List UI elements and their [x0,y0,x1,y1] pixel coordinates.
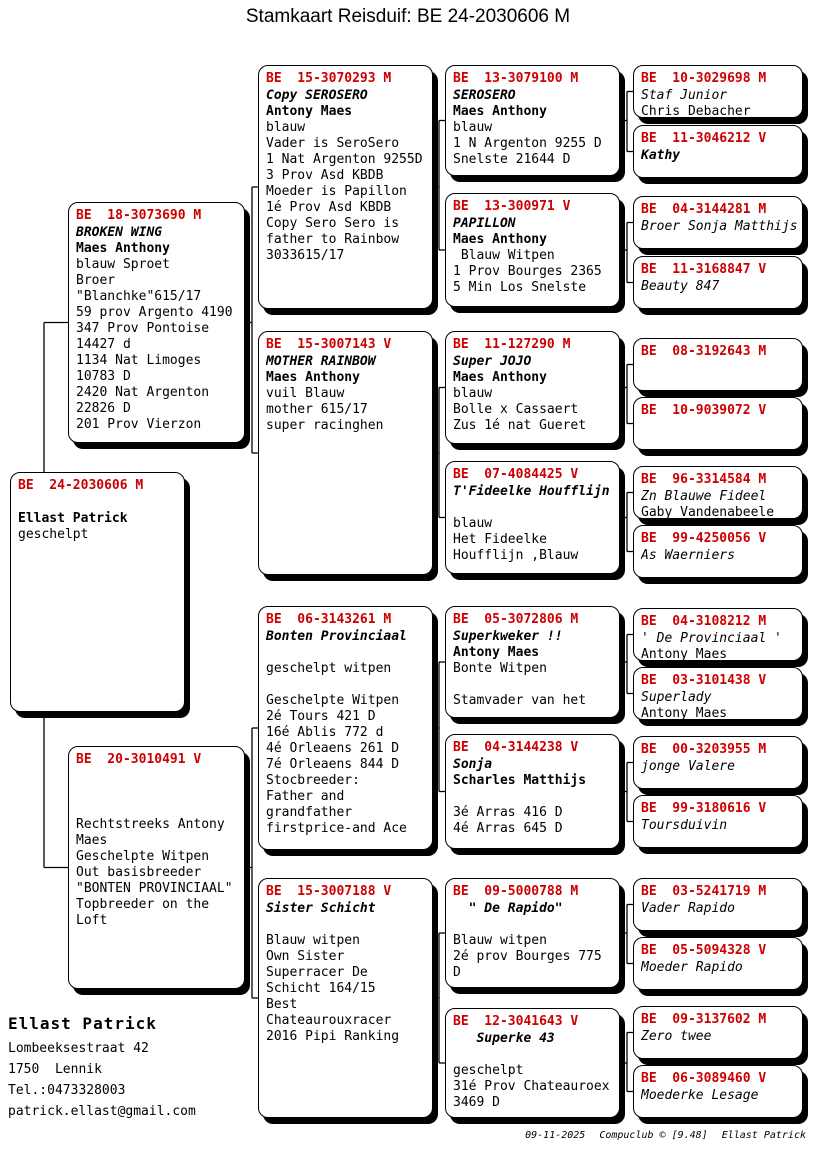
pedigree-box-mother [68,746,245,989]
pedigree-box-gg7 [445,878,620,988]
pedigree-box-gg2 [445,193,620,307]
box-text-line: geschelpt [453,1063,524,1078]
box-text-line: Zus 1é nat Gueret [453,418,587,433]
ring-number: BE 05-5094328 V [641,943,767,958]
box-text-line: blauw Sproet [76,257,170,272]
pedigree-box-g09 [633,608,803,661]
pedigree-box-gg5 [445,606,620,718]
pedigree-box-gp4 [258,878,433,1118]
box-text-line: Blauw witpen [266,933,360,948]
box-text-line: 4é Orleaens 261 D [266,741,400,756]
pedigree-box-gg8 [445,1008,620,1118]
footer-date: 09-11-2025 [525,1130,586,1141]
box-text-line: blauw [453,516,493,531]
owner-phone: Tel.:0473328003 [8,1083,126,1098]
ring-number: BE 09-5000788 M [453,884,579,899]
box-text-line: 3é Arras 416 D [453,805,563,820]
pedigree-box-g05 [633,338,803,391]
box-text-line: Best [266,997,298,1012]
ring-number: BE 99-4250056 V [641,531,767,546]
box-text-line: 201 Prov Vierzon [76,417,202,432]
box-text-line: 3469 D [453,1095,500,1110]
box-text-line [76,769,242,785]
box-text-line: 4é Arras 645 D [453,821,563,836]
box-text-line: Bolle x Cassaert [453,402,579,417]
box-text-line: Maes Anthony [453,104,547,119]
pedigree-box-g06 [633,397,803,450]
box-text-line: father to Rainbow [266,232,400,247]
pedigree-box-g15 [633,1006,803,1059]
box-text-line: 3033615/17 [266,248,345,263]
ring-number: BE 04-3144281 M [641,202,767,217]
box-text-line: Maes Anthony [453,370,547,385]
box-text-line [76,785,242,801]
owner-email: patrick.ellast@gmail.com [8,1104,196,1119]
box-text-line: Superkweker !! [453,629,563,644]
box-text-line: Moeder is Papillon [266,184,407,199]
box-text-line [266,645,430,661]
owner-info [8,1014,196,1122]
box-text-line: Antony Maes [453,645,540,660]
box-text-line: 31é Prov Chateauroex [453,1079,610,1094]
ring-number: BE 04-3108212 M [641,614,767,629]
box-text-line: BROKEN WING [76,225,163,240]
ring-number: BE 05-3072806 M [453,612,579,627]
box-text-line [453,917,617,933]
ring-number: BE 99-3180616 V [641,801,767,816]
box-text-line: 10783 D [76,369,131,384]
pedigree-box-g01 [633,65,803,118]
pedigree-box-gg1 [445,65,620,176]
pedigree-box-g16 [633,1065,803,1118]
box-text-line: super racinghen [266,418,384,433]
page-title: Stamkaart Reisduif: BE 24-2030606 M [245,6,571,27]
footer-software: Compuclub © [9.48] [599,1130,708,1141]
box-text-line: Antony Maes [266,104,353,119]
box-text-line: geschelpt [18,527,89,542]
box-text-line: Vader is SeroSero [266,136,400,151]
box-text-line: Beauty 847 [641,279,720,294]
box-text-line: Gaby Vandenabeele [641,505,775,520]
box-text-line: 1 N Argenton 9255 D [453,136,602,151]
pedigree-box-gg6 [445,734,620,849]
box-text-line: firstprice-and Ace [266,821,407,836]
box-text-line: Stocbreeder: [266,773,360,788]
pedigree-box-g07 [633,466,803,519]
pedigree-box-g13 [633,878,803,931]
ring-number: BE 13-300971 V [453,199,571,214]
box-text-line: Scharles Matthijs [453,773,587,788]
box-text-line: "Blanchke"615/17 [76,289,202,304]
box-text-line: Maes Anthony [76,241,170,256]
box-text-line: Maes [76,833,108,848]
box-text-line: Snelste 21644 D [453,152,571,167]
box-text-line: Sister Schicht [266,901,376,916]
pedigree-box-gg3 [445,331,620,444]
box-text-line: " De Rapido" [453,901,563,916]
owner-address-city: 1750 Lennik [8,1062,102,1077]
box-text-line: 22826 D [76,401,131,416]
box-text-line: blauw [453,386,493,401]
pedigree-box-g10 [633,667,803,720]
box-text-line: Chateaurouxracer [266,1013,392,1028]
box-text-line: Maes Anthony [266,370,360,385]
box-text-line: vuil Blauw [266,386,345,401]
box-text-line: 1 Prov Bourges 2365 [453,264,602,279]
box-text-line: 7é Orleaens 844 D [266,757,400,772]
box-text-line: Copy SEROSERO [266,88,368,103]
box-text-line: mother 615/17 [266,402,368,417]
box-text-line [76,801,242,817]
box-text-line: Chris Debacher [641,104,751,119]
box-text-line: Superke 43 [453,1031,555,1046]
pedigree-box-g12 [633,795,803,848]
box-text-line: Bonten Provinciaal [266,629,407,644]
print-footer [511,1130,806,1141]
owner-address-street: Lombeeksestraat 42 [8,1041,149,1056]
box-text-line: 2016 Pipi Ranking [266,1029,400,1044]
box-text-line: Stamvader van het [453,693,587,708]
box-text-line [453,677,617,693]
box-text-line: 347 Prov Pontoise [76,321,210,336]
box-text-line: 1 Nat Argenton 9255D [266,152,423,167]
box-text-line: Super JOJO [453,354,532,369]
box-text-line: Staf Junior [641,88,728,103]
ring-number: BE 20-3010491 V [76,752,202,767]
ring-number: BE 10-9039072 V [641,403,767,418]
owner-name: Ellast Patrick [8,1014,157,1033]
box-text-line: Zn Blauwe Fideel [641,489,767,504]
box-text-line: Rechtstreeks Antony [76,817,225,832]
box-text-line [453,500,617,516]
pedigree-box-g14 [633,937,803,990]
pedigree-box-g03 [633,196,803,249]
ring-number: BE 06-3143261 M [266,612,392,627]
box-text-line: blauw [266,120,306,135]
box-text-line [266,677,430,693]
box-text-line: ' De Provinciaal ' [641,631,782,646]
box-text-line: Bonte Witpen [453,661,547,676]
box-text-line: "BONTEN PROVINCIAAL" [76,881,233,896]
ring-number: BE 07-4084425 V [453,467,579,482]
box-text-line: 3 Prov Asd KBDB [266,168,384,183]
box-text-line [266,917,430,933]
box-text-line: 1134 Nat Limoges [76,353,202,368]
box-text-line [453,1047,617,1063]
box-text-line: Moeder Rapido [641,960,743,975]
ring-number: BE 15-3070293 M [266,71,392,86]
box-text-line: D [453,965,461,980]
box-text-line: Ellast Patrick [18,511,128,526]
box-text-line: Toursduivin [641,818,728,833]
ring-number: BE 00-3203955 M [641,742,767,757]
box-text-line: 2é prov Bourges 775 [453,949,602,964]
box-text-line: Houfflijn ,Blauw [453,548,579,563]
box-text-line: Broer Sonja Matthijs [641,219,798,234]
box-text-line: Copy Sero Sero is [266,216,400,231]
box-text-line: 2é Tours 421 D [266,709,376,724]
ring-number: BE 96-3314584 M [641,472,767,487]
ring-number: BE 11-3046212 V [641,131,767,146]
box-text-line: Moederke Lesage [641,1088,759,1103]
box-text-line: Geschelpte Witpen [76,849,210,864]
pedigree-box-gg4 [445,461,620,574]
box-text-line: Het Fideelke [453,532,547,547]
box-text-line: Maes Anthony [453,232,547,247]
ring-number: BE 15-3007188 V [266,884,392,899]
box-text-line: Blauw witpen [453,933,547,948]
pedigree-box-subject [10,472,185,712]
box-text-line: Superracer De [266,965,368,980]
box-text-line: 1é Prov Asd KBDB [266,200,392,215]
box-text-line: Own Sister [266,949,345,964]
pedigree-box-g11 [633,736,803,789]
box-text-line: Antony Maes [641,647,728,662]
box-text-line: Schicht 164/15 [266,981,376,996]
ring-number: BE 03-5241719 M [641,884,767,899]
box-text-line: Antony Maes [641,706,728,721]
box-text-line: 2420 Nat Argenton [76,385,210,400]
ring-number: BE 12-3041643 V [453,1014,579,1029]
box-text-line: Kathy [641,148,681,163]
box-text-line: Zero twee [641,1029,712,1044]
ring-number: BE 15-3007143 V [266,337,392,352]
ring-number: BE 09-3137602 M [641,1012,767,1027]
box-text-line: 59 prov Argento 4190 [76,305,233,320]
box-text-line: jonge Valere [641,759,735,774]
box-text-line: MOTHER RAINBOW [266,354,376,369]
ring-number: BE 13-3079100 M [453,71,579,86]
ring-number: BE 06-3089460 V [641,1071,767,1086]
box-text-line: Broer [76,273,116,288]
footer-user: Ellast Patrick [721,1130,806,1141]
box-text-line: Sonja [453,757,493,772]
pedigree-box-gp3 [258,606,433,850]
pedigree-box-gp1 [258,65,433,309]
box-text-line [18,495,182,511]
box-text-line: grandfather [266,805,353,820]
pedigree-box-g02 [633,125,803,178]
box-text-line: Out basisbreeder [76,865,202,880]
ring-number: BE 11-3168847 V [641,262,767,277]
ring-number: BE 11-127290 M [453,337,571,352]
box-text-line: PAPILLON [453,216,516,231]
ring-number: BE 03-3101438 V [641,673,767,688]
box-text-line: T'Fideelke Houfflijn [453,484,610,499]
box-text-line: Topbreeder on the [76,897,210,912]
ring-number: BE 08-3192643 M [641,344,767,359]
box-text-line: Blauw Witpen [453,248,555,263]
pedigree-box-g04 [633,256,803,309]
box-text-line: As Waerniers [641,548,735,563]
box-text-line: Loft [76,913,108,928]
box-text-line: 5 Min Los Snelste [453,280,587,295]
box-text-line: Father and [266,789,345,804]
pedigree-box-father [68,202,245,443]
box-text-line: SEROSERO [453,88,516,103]
box-text-line: geschelpt witpen [266,661,392,676]
box-text-line: blauw [453,120,493,135]
ring-number: BE 18-3073690 M [76,208,202,223]
ring-number: BE 04-3144238 V [453,740,579,755]
box-text-line [453,789,617,805]
box-text-line: Geschelpte Witpen [266,693,400,708]
ring-number: BE 10-3029698 M [641,71,767,86]
box-text-line: Vader Rapido [641,901,735,916]
box-text-line: 16é Ablis 772 d [266,725,384,740]
box-text-line: Superlady [641,690,712,705]
pedigree-box-gp2 [258,331,433,575]
ring-number: BE 24-2030606 M [18,478,144,493]
pedigree-box-g08 [633,525,803,578]
box-text-line: 14427 d [76,337,131,352]
